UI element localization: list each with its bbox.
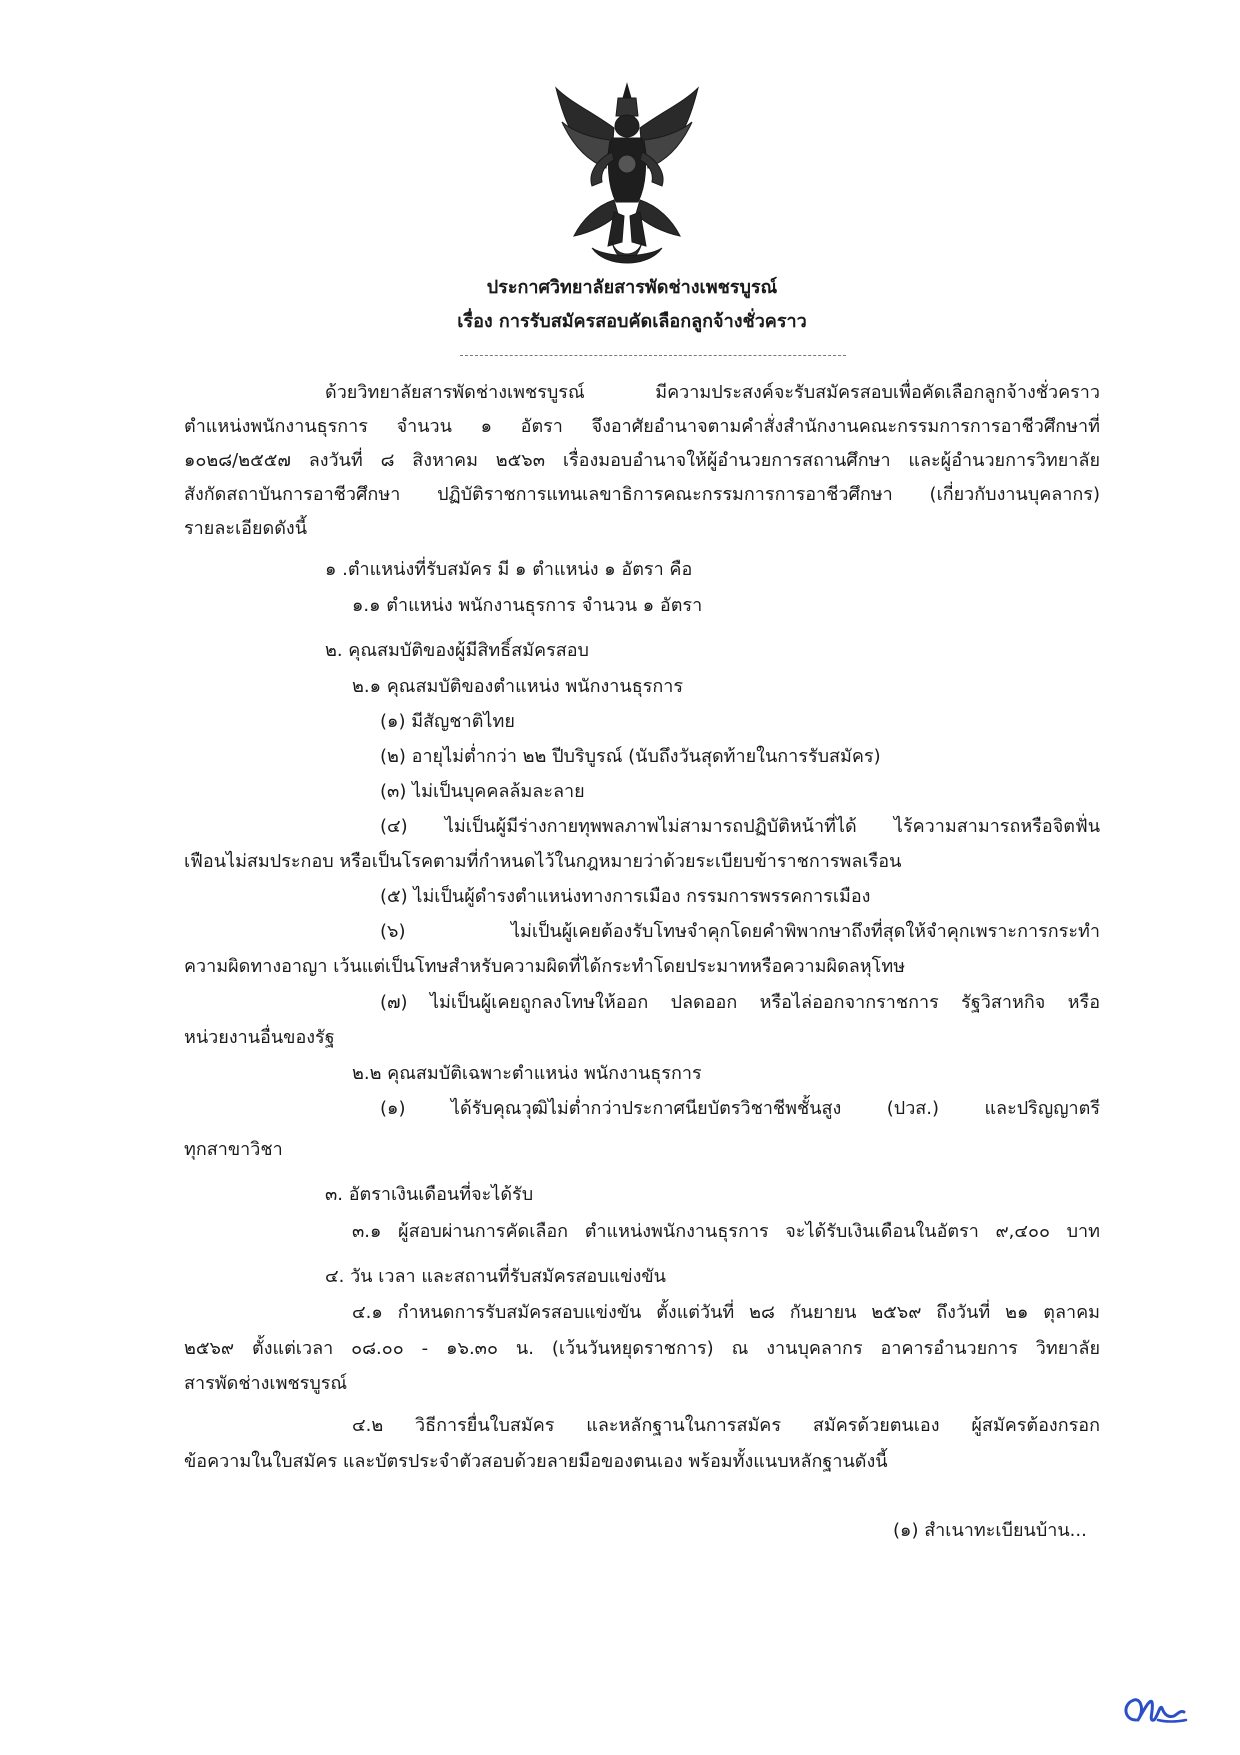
qualification-item: (๒) อายุไม่ต่ำกว่า ๒๒ ปีบริบูรณ์ (นับถึงวันสุดท้ายในการรับสมัคร) <box>380 746 881 767</box>
subsection-heading: ๒.๑ คุณสมบัติของตำแหน่ง พนักงานธุรการ <box>352 676 684 697</box>
intro-line: สังกัดสถาบันการอาชีวศึกษา ปฏิบัติราชการแทนเลขาธิการคณะกรรมการการอาชีวศึกษา (เกี่ยวกับงานบุคลากร) <box>184 484 1100 505</box>
qualification-item: (๔) ไม่เป็นผู้มีร่างกายทุพพลภาพไม่สามารถปฏิบัติหน้าที่ได้ ไร้ความสามารถหรือจิตฟั่น <box>380 816 1100 837</box>
title-separator <box>460 355 846 356</box>
qualification-item: (๓) ไม่เป็นบุคคลล้มละลาย <box>380 781 585 802</box>
qualification-item: (๗) ไม่เป็นผู้เคยถูกลงโทษให้ออก ปลดออก หรือไล่ออกจากราชการ รัฐวิสาหกิจ หรือ <box>380 992 1100 1013</box>
qualification-item-cont: ความผิดทางอาญา เว้นแต่เป็นโทษสำหรับความผิดที่ได้กระทำโดยประมาทหรือความผิดลหุโทษ <box>184 956 906 977</box>
application-item: ๔.๒ วิธีการยื่นใบสมัคร และหลักฐานในการสมัคร สมัครด้วยตนเอง ผู้สมัครต้องกรอก <box>352 1415 1100 1436</box>
schedule-item-cont: ๒๕๖๙ ตั้งแต่เวลา ๐๘.๐๐ - ๑๖.๓๐ น. (เว้นวันหยุดราชการ) ณ งานบุคลากร อาคารอำนวยการ วิทยาลัย <box>184 1338 1100 1359</box>
intro-line: ด้วยวิทยาลัยสารพัดช่างเพชรบูรณ์ มีความประสงค์จะรับสมัครสอบเพื่อคัดเลือกลูกจ้างชั่วคราว <box>325 382 1100 403</box>
qualification-item-cont: เฟือนไม่สมประกอบ หรือเป็นโรคตามที่กำหนดไว้ในกฎหมายว่าด้วยระเบียบข้าราชการพลเรือน <box>184 851 902 872</box>
qualification-item: (๑) มีสัญชาติไทย <box>380 711 515 732</box>
intro-line: รายละเอียดดังนี้ <box>184 518 308 539</box>
section-heading: ๒. คุณสมบัติของผู้มีสิทธิ์สมัครสอบ <box>325 640 589 661</box>
announcement-subject: เรื่อง การรับสมัครสอบคัดเลือกลูกจ้างชั่วคราว <box>457 311 807 332</box>
intro-line: ตำแหน่งพนักงานธุรการ จำนวน ๑ อัตรา จึงอาศัยอำนาจตามคำสั่งสำนักงานคณะกรรมการการอาชีวศึกษาที่ <box>184 416 1100 437</box>
intro-line: ๑๐๒๘/๒๕๕๗ ลงวันที่ ๘ สิงหาคม ๒๕๖๓ เรื่องมอบอำนาจให้ผู้อำนวยการสถานศึกษา และผู้อำนวยการวิทยาลัย <box>184 450 1100 471</box>
section-heading: ๓. อัตราเงินเดือนที่จะได้รับ <box>325 1184 534 1205</box>
signature-icon <box>1118 1690 1188 1732</box>
announcement-title: ประกาศวิทยาลัยสารพัดช่างเพชรบูรณ์ <box>486 277 778 298</box>
garuda-emblem-icon <box>552 82 702 272</box>
schedule-item-cont: สารพัดช่างเพชรบูรณ์ <box>184 1373 348 1394</box>
application-item-cont: ข้อความในใบสมัคร และบัตรประจำตัวสอบด้วยลายมือของตนเอง พร้อมทั้งแนบหลักฐานดังนี้ <box>184 1451 888 1472</box>
page-continuation: (๑) สำเนาทะเบียนบ้าน... <box>893 1520 1087 1541</box>
salary-item: ๓.๑ ผู้สอบผ่านการคัดเลือก ตำแหน่งพนักงานธุรการ จะได้รับเงินเดือนในอัตรา ๙,๔๐๐ บาท <box>352 1221 1100 1242</box>
qualification-item: (๖) ไม่เป็นผู้เคยต้องรับโทษจำคุกโดยคำพิพากษาถึงที่สุดให้จำคุกเพราะการกระทำ <box>380 921 1100 942</box>
section-heading: ๑ .ตำแหน่งที่รับสมัคร มี ๑ ตำแหน่ง ๑ อัตรา คือ <box>325 559 693 580</box>
schedule-item: ๔.๑ กำหนดการรับสมัครสอบแข่งขัน ตั้งแต่วันที่ ๒๘ กันยายน ๒๕๖๙ ถึงวันที่ ๒๑ ตุลาคม <box>352 1302 1100 1323</box>
subsection-item: ๑.๑ ตำแหน่ง พนักงานธุรการ จำนวน ๑ อัตรา <box>352 595 703 616</box>
subsection-heading: ๒.๒ คุณสมบัติเฉพาะตำแหน่ง พนักงานธุรการ <box>352 1063 702 1084</box>
qualification-item: (๕) ไม่เป็นผู้ดำรงตำแหน่งทางการเมือง กรรมการพรรคการเมือง <box>380 886 871 907</box>
qualification-item: (๑) ได้รับคุณวุฒิไม่ต่ำกว่าประกาศนียบัตรวิชาชีพชั้นสูง (ปวส.) และปริญญาตรี <box>380 1098 1100 1119</box>
qualification-item-cont: หน่วยงานอื่นของรัฐ <box>184 1027 335 1048</box>
qualification-item-cont: ทุกสาขาวิชา <box>184 1139 283 1160</box>
section-heading: ๔. วัน เวลา และสถานที่รับสมัครสอบแข่งขัน <box>325 1266 666 1287</box>
